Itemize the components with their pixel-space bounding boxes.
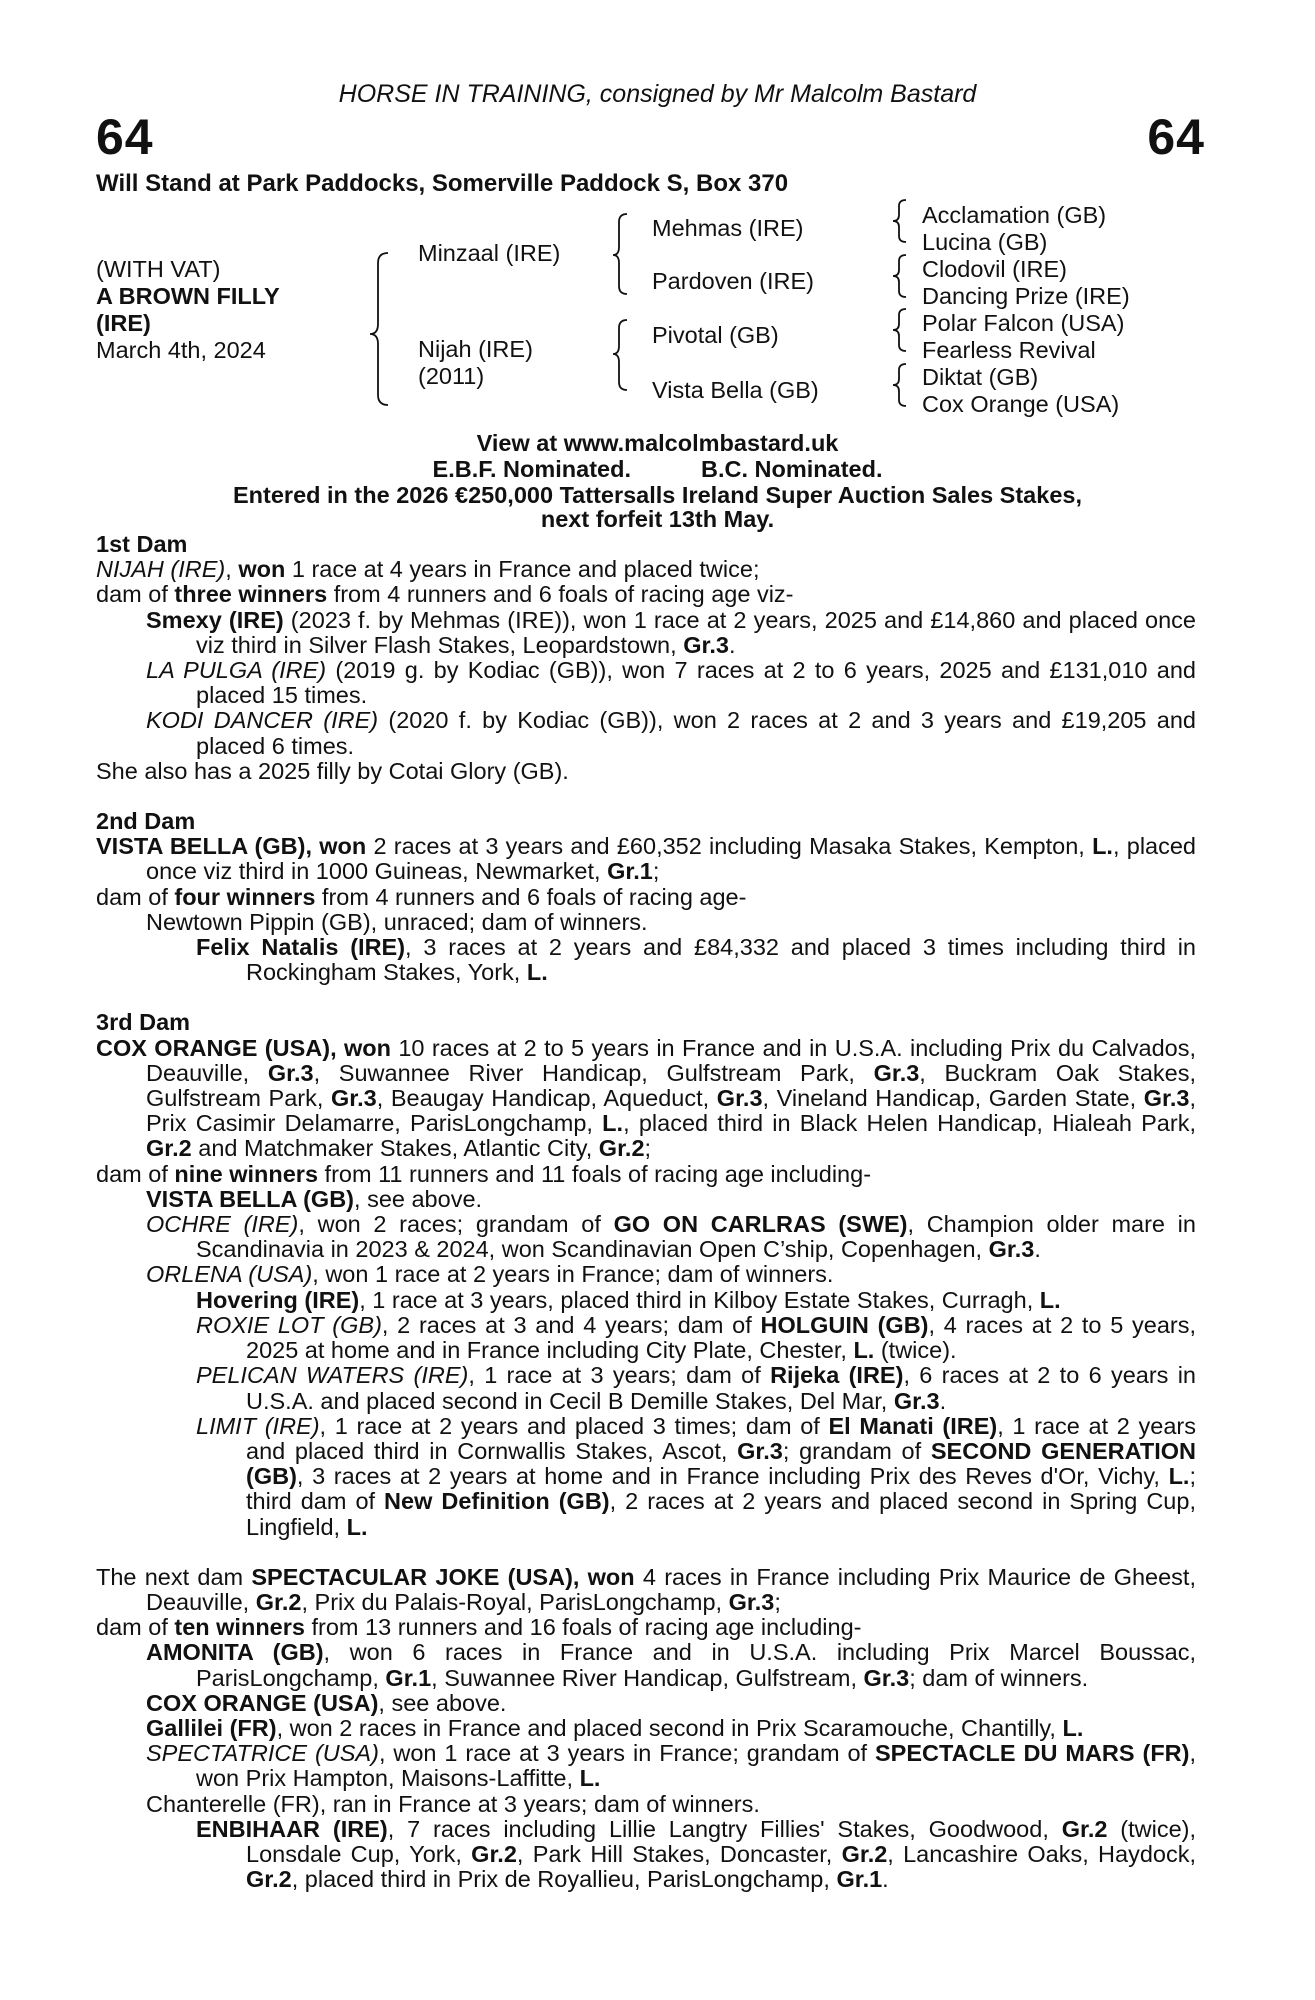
brace-sire [613,214,627,294]
lot-number-right: 64 [1147,109,1205,165]
dam-dam: Vista Bella (GB) [652,377,819,403]
stand-location: Will Stand at Park Paddocks, Somerville Paddock S, Box 370 [96,170,789,197]
subject-line2: (IRE) [96,310,151,336]
orlena-produce-limit: LIMIT (IRE), 1 race at 2 years and placed 3 times; dam of El Manati (IRE), 1 race at 2 years and placed third in Cornwallis Stakes, Ascot, Gr.3; grandam of SECOND GENERATION (GB), 3 races at 2 years at home and in France including Prix des Reves d'Or, Vichy, L.; third dam of New Definition (GB), 2 races at 2 years and placed second in Spring Cup, Lingfield, L. [196,1412,1197,1540]
view-url: View at www.malcolmbastard.uk [476,430,839,456]
next-produce-amonita: AMONITA (GB), won 6 races in France and in U.S.A. including Prix Marcel Boussac, ParisLongchamp, Gr.1, Suwannee River Handicap, Gulfstream, Gr.3; dam of winners. [146,1639,1197,1691]
dam1-intro: NIJAH (IRE), won 1 race at 4 years in France and placed twice; [96,556,760,583]
ped-ssd: Lucina (GB) [922,229,1048,255]
pedigree-braces [0,0,1315,420]
chanterelle-produce-enbihaar: ENBIHAAR (IRE), 7 races including Lillie Langtry Fillies' Stakes, Goodwood, Gr.2 (twice), Lonsdale Cup, York, Gr.2, Park Hill Stakes, Doncaster, Gr.2, Lancashire Oaks, Haydock, Gr.2, placed third in Prix de Royallieu, ParisLongchamp, Gr.1. [196,1815,1197,1893]
foaling-date: March 4th, 2024 [96,337,266,363]
brace-sd [893,255,906,297]
consignor-header: HORSE IN TRAINING, consigned by Mr Malcolm Bastard [338,80,977,108]
dam3-heading: 3rd Dam [96,1009,191,1036]
dam3-damof: dam of nine winners from 11 runners and 11 foals of racing age including- [96,1160,872,1187]
sire-dam: Pardoven (IRE) [652,268,814,294]
next-dam-intro: The next dam SPECTACULAR JOKE (USA), won 4 races in France including Prix Maurice de Gheest, Deauville, Gr.2, Prix du Palais-Royal, ParisLongchamp, Gr.3; [96,1563,1196,1615]
ped-sdd: Dancing Prize (IRE) [922,283,1130,309]
orlena-produce-roxie: ROXIE LOT (GB), 2 races at 3 and 4 years; dam of HOLGUIN (GB), 4 races at 2 to 5 years, 2025 at home and in France including City Plate, Chester, L. (twice). [196,1311,1196,1364]
ped-sds: Clodovil (IRE) [922,256,1067,282]
ped-ddd: Cox Orange (USA) [922,391,1120,417]
family-body [96,532,1196,1892]
dam2-produce-1: Newtown Pippin (GB), unraced; dam of winners. [146,908,648,935]
next-produce-gallilei: Gallilei (FR), won 2 races in France and placed second in Prix Scaramouche, Chantilly, L. [146,1714,1084,1741]
dam1-heading: 1st Dam [96,531,188,557]
dam2-heading: 2nd Dam [96,808,196,835]
dam1-damof: dam of three winners from 4 runners and 6 foals of racing age viz- [96,581,794,608]
dam2-produce-2: Felix Natalis (IRE), 3 races at 2 years and £84,332 and placed 3 times including third in Rockingham Stakes, York, L. [196,934,1197,986]
dam1-also: She also has a 2025 filly by Cotai Glory (GB). [96,757,569,784]
ped-dds: Diktat (GB) [922,364,1039,390]
dam: Nijah (IRE) [418,336,533,362]
vat-note: (WITH VAT) [96,256,221,282]
dam3-produce-ochre: OCHRE (IRE), won 2 races; grandam of GO ON CARLRAS (SWE), Champion older mare in Scandinavia in 2023 & 2024, won Scandinavian Open C’ship, Copenhagen, Gr.3. [146,1211,1196,1263]
dam3-intro: COX ORANGE (USA), won 10 races at 2 to 5 years in France and in U.S.A. including Prix du Calvados, Deauville, Gr.3, Suwannee River Handicap, Gulfstream Park, Gr.3, Buckram Oak Stakes, Gulfstream Park, Gr.3, Beaugay Handicap, Aqueduct, Gr.3, Vineland Handicap, Garden State, Gr.3, Prix Casimir Delamarre, ParisLongchamp, L., placed third in Black Helen Handicap, Hialeah Park, Gr.2 and Matchmaker Stakes, Atlantic City, Gr.2; [96,1034,1196,1162]
next-produce-chanterelle: Chanterelle (FR), ran in France at 3 years; dam of winners. [146,1790,760,1817]
dam3-produce-orlena: ORLENA (USA), won 1 race at 2 years in France; dam of winners. [146,1261,834,1288]
ebf-note: E.B.F. Nominated. [432,456,631,482]
subject-line1: A BROWN FILLY [96,283,280,309]
entry-line1: Entered in the 2026 €250,000 Tattersalls Ireland Super Auction Sales Stakes, [233,482,1082,508]
next-produce-spectatrice: SPECTATRICE (USA), won 1 race at 3 years in France; grandam of SPECTACLE DU MARS (FR), won Prix Hampton, Maisons-Laffitte, L. [146,1740,1196,1792]
next-dam-damof: dam of ten winners from 13 runners and 16 foals of racing age including- [96,1614,862,1641]
dam1-produce-2: LA PULGA (IRE) (2019 g. by Kodiac (GB)), won 7 races at 2 to 6 years, 2025 and £131,010 and placed 15 times. [146,657,1196,709]
orlena-produce-hovering: Hovering (IRE), 1 race at 3 years, placed third in Kilboy Estate Stakes, Curragh, L. [196,1286,1061,1313]
dam1-produce-3: KODI DANCER (IRE) (2020 f. by Kodiac (GB)), won 2 races at 2 and 3 years and £19,205 and placed 6 times. [146,707,1196,759]
ped-dss: Polar Falcon (USA) [922,310,1125,336]
bc-note: B.C. Nominated. [700,456,883,482]
brace-main [370,253,388,405]
dam3-produce-vista: VISTA BELLA (GB), see above. [146,1185,483,1212]
sire-sire: Mehmas (IRE) [652,215,804,241]
ped-sss: Acclamation (GB) [922,202,1107,228]
sire: Minzaal (IRE) [418,240,561,266]
dam-sire: Pivotal (GB) [652,322,779,348]
brace-dam [613,320,627,390]
ped-dsd: Fearless Revival [922,337,1096,363]
lot-number-left: 64 [96,109,154,165]
dam2-damof: dam of four winners from 4 runners and 6 foals of racing age- [96,883,747,910]
entry-line2: next forfeit 13th May. [540,506,775,532]
dam-year: (2011) [418,363,485,389]
nominations [0,456,1315,482]
brace-ds [893,309,906,351]
orlena-produce-pelican: PELICAN WATERS (IRE), 1 race at 3 years; dam of Rijeka (IRE), 6 races at 2 to 6 years in U.S.A. and placed second in Cecil B Demille Stakes, Del Mar, Gr.3. [196,1362,1197,1414]
dam2-intro: VISTA BELLA (GB), won 2 races at 3 years and £60,352 including Masaka Stakes, Kempton, L., placed once viz third in 1000 Guineas, Newmarket, Gr.1; [96,833,1196,885]
next-produce-cox: COX ORANGE (USA), see above. [146,1689,507,1716]
brace-ss [893,200,906,242]
dam1-produce-1: Smexy (IRE) (2023 f. by Mehmas (IRE)), won 1 race at 2 years, 2025 and £14,860 and placed once viz third in Silver Flash Stakes, Leopardstown, Gr.3. [146,606,1196,658]
brace-dd [893,364,906,406]
